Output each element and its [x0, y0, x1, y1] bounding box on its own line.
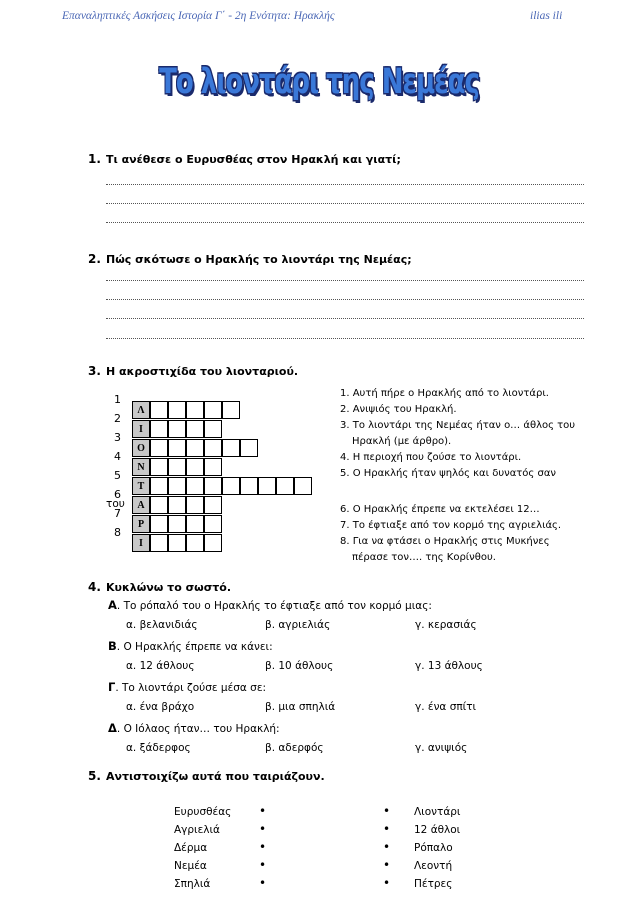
match-left-item: Δέρμα — [174, 842, 208, 854]
acrostic-cell[interactable] — [186, 458, 204, 476]
acrostic-cell[interactable] — [168, 534, 186, 552]
match-left-item: Νεμέα — [174, 860, 207, 872]
acrostic-cell[interactable] — [204, 420, 222, 438]
acrostic-cell[interactable] — [186, 420, 204, 438]
mc-option-a[interactable]: α. ένα βράχο — [126, 701, 195, 713]
acrostic-cell[interactable] — [204, 439, 222, 457]
acrostic-cell[interactable] — [168, 477, 186, 495]
q4-text: Κυκλώνω το σωστό. — [106, 581, 232, 594]
q4-number: 4. — [88, 580, 101, 594]
match-right-item: Πέτρες — [414, 878, 453, 890]
acrostic-row-number: 3 — [114, 431, 121, 444]
match-right-dot[interactable]: • — [383, 804, 391, 818]
match-left-item: Σπηλιά — [174, 878, 211, 890]
answer-line[interactable] — [106, 280, 584, 281]
acrostic-cell[interactable] — [204, 534, 222, 552]
acrostic-clue: Ηρακλή (με άρθρο). — [352, 436, 452, 447]
match-right-item: Ρόπαλο — [414, 842, 453, 854]
acrostic-key-letter: Ι — [132, 420, 150, 438]
acrostic-cell[interactable] — [186, 534, 204, 552]
acrostic-cell[interactable] — [222, 439, 240, 457]
acrostic-cell[interactable] — [186, 439, 204, 457]
mc-question — [108, 721, 280, 735]
acrostic-row-number: 5 — [114, 469, 121, 482]
acrostic-clue: 4. Η περιοχή που ζούσε το λιοντάρι. — [340, 452, 522, 463]
match-right-dot[interactable]: • — [383, 858, 391, 872]
answer-line[interactable] — [106, 318, 584, 319]
mc-option-c[interactable]: γ. ένα σπίτι — [415, 701, 477, 713]
match-left-dot[interactable]: • — [259, 876, 267, 890]
acrostic-key-letter: Ρ — [132, 515, 150, 533]
answer-line[interactable] — [106, 184, 584, 185]
acrostic-cell[interactable] — [240, 477, 258, 495]
acrostic-cell[interactable] — [150, 496, 168, 514]
mc-question-label: Δ — [108, 721, 117, 735]
acrostic-cell[interactable] — [222, 401, 240, 419]
q2-text: Πώς σκότωσε ο Ηρακλής το λιοντάρι της Νεμέας; — [106, 253, 412, 266]
acrostic-clue: 8. Για να φτάσει ο Ηρακλής στις Μυκήνες — [340, 536, 550, 547]
q5-number: 5. — [88, 769, 101, 783]
match-left-dot[interactable]: • — [259, 822, 267, 836]
page-title: Το λιοντάρι της Νεμέας — [159, 62, 479, 103]
match-left-dot[interactable]: • — [259, 804, 267, 818]
acrostic-cell[interactable] — [150, 534, 168, 552]
answer-line[interactable] — [106, 338, 584, 339]
acrostic-cell[interactable] — [168, 458, 186, 476]
q3-number: 3. — [88, 364, 101, 378]
mc-question-label: Α — [108, 598, 117, 612]
acrostic-cell[interactable] — [168, 496, 186, 514]
acrostic-cell[interactable] — [276, 477, 294, 495]
acrostic-clue: πέρασε τον…. της Κορίνθου. — [352, 552, 496, 563]
mc-option-c[interactable]: γ. ανιψιός — [415, 742, 468, 754]
mc-question — [108, 598, 432, 612]
acrostic-cell[interactable] — [204, 477, 222, 495]
mc-option-c[interactable]: γ. κερασιάς — [415, 619, 477, 631]
acrostic-cell[interactable] — [186, 515, 204, 533]
mc-question-text: . Ο Ηρακλής έπρεπε να κάνει: — [116, 641, 273, 653]
acrostic-key-letter: Ι — [132, 534, 150, 552]
acrostic-cell[interactable] — [204, 496, 222, 514]
acrostic-clue: 5. Ο Ηρακλής ήταν ψηλός και δυνατός σαν — [340, 468, 556, 479]
q1-text: Τι ανέθεσε ο Ευρυσθέας στον Ηρακλή και γιατί; — [106, 153, 401, 166]
match-right-dot[interactable]: • — [383, 876, 391, 890]
acrostic-cell[interactable] — [150, 420, 168, 438]
match-right-dot[interactable]: • — [383, 822, 391, 836]
acrostic-cell[interactable] — [186, 477, 204, 495]
q5-text: Αντιστοιχίζω αυτά που ταιριάζουν. — [106, 770, 325, 783]
acrostic-cell[interactable] — [204, 458, 222, 476]
acrostic-clue: 1. Αυτή πήρε ο Ηρακλής από το λιοντάρι. — [340, 388, 549, 399]
acrostic-clue: 7. Το έφτιαξε από τον κορμό της αγριελιάς. — [340, 520, 562, 531]
answer-line[interactable] — [106, 222, 584, 223]
mc-question-text: . Το ρόπαλό του ο Ηρακλής το έφτιαξε από τον κορμό μιας: — [116, 600, 432, 612]
acrostic-key-letter: Α — [132, 496, 150, 514]
acrostic-cell[interactable] — [168, 439, 186, 457]
mc-option-a[interactable]: α. ξάδερφος — [126, 742, 191, 754]
acrostic-cell[interactable] — [186, 496, 204, 514]
match-left-item: Ευρυσθέας — [174, 806, 232, 818]
acrostic-cell[interactable] — [258, 477, 276, 495]
match-left-dot[interactable]: • — [259, 858, 267, 872]
mc-question-text: . Ο Ιόλαος ήταν… του Ηρακλή: — [116, 723, 280, 735]
mc-option-b[interactable]: β. αγριελιάς — [265, 619, 331, 631]
mc-option-a[interactable]: α. βελανιδιάς — [126, 619, 198, 631]
acrostic-cell[interactable] — [222, 477, 240, 495]
acrostic-clue: 3. Το λιοντάρι της Νεμέας ήταν ο… άθλος του — [340, 420, 576, 431]
mc-question — [108, 639, 273, 653]
acrostic-clue: 6. Ο Ηρακλής έπρεπε να εκτελέσει 12… — [340, 504, 540, 515]
acrostic-row-number: 2 — [114, 412, 121, 425]
q3-text: Η ακροστιχίδα του λιονταριού. — [106, 365, 299, 378]
header-right: ilias ili — [530, 10, 563, 22]
acrostic-key-letter: Ο — [132, 439, 150, 457]
acrostic-key-letter: Ν — [132, 458, 150, 476]
mc-option-b[interactable]: β. 10 άθλους — [265, 660, 334, 672]
match-right-item: 12 άθλοι — [414, 824, 461, 836]
acrostic-row-number: 6 — [114, 488, 121, 501]
acrostic-cell[interactable] — [294, 477, 312, 495]
acrostic-row-number: 1 — [114, 393, 121, 406]
mc-option-c[interactable]: γ. 13 άθλους — [415, 660, 483, 672]
acrostic-cell[interactable] — [204, 515, 222, 533]
acrostic-cell[interactable] — [168, 515, 186, 533]
mc-question — [108, 680, 266, 694]
acrostic-cell[interactable] — [204, 401, 222, 419]
acrostic-cell[interactable] — [150, 458, 168, 476]
acrostic-key-letter: Τ — [132, 477, 150, 495]
mc-question-label: Β — [108, 639, 117, 653]
mc-question-label: Γ — [108, 680, 116, 694]
acrostic-cell[interactable] — [240, 439, 258, 457]
acrostic-cell[interactable] — [150, 515, 168, 533]
acrostic-row-number: 7 — [114, 507, 121, 520]
acrostic-clue: 2. Ανιψιός του Ηρακλή. — [340, 404, 457, 415]
acrostic-cell[interactable] — [186, 401, 204, 419]
acrostic-cell[interactable] — [150, 439, 168, 457]
mc-question-text: . Το λιοντάρι ζούσε μέσα σε: — [115, 682, 267, 694]
match-left-item: Αγριελιά — [174, 824, 220, 836]
acrostic-row-number: 8 — [114, 526, 121, 539]
acrostic-cell[interactable] — [168, 401, 186, 419]
mc-option-a[interactable]: α. 12 άθλους — [126, 660, 195, 672]
acrostic-cell[interactable] — [150, 401, 168, 419]
match-right-dot[interactable]: • — [383, 840, 391, 854]
stray-text: του — [106, 498, 125, 510]
answer-line[interactable] — [106, 299, 584, 300]
match-right-item: Λεοντή — [414, 860, 453, 872]
match-left-dot[interactable]: • — [259, 840, 267, 854]
acrostic-cell[interactable] — [168, 420, 186, 438]
match-right-item: Λιοντάρι — [414, 806, 461, 818]
acrostic-row-number: 4 — [114, 450, 121, 463]
answer-line[interactable] — [106, 203, 584, 204]
q1-number: 1. — [88, 152, 101, 166]
acrostic-key-letter: Λ — [132, 401, 150, 419]
mc-option-b[interactable]: β. αδερφός — [265, 742, 324, 754]
q2-number: 2. — [88, 252, 101, 266]
acrostic-cell[interactable] — [150, 477, 168, 495]
mc-option-b[interactable]: β. μια σπηλιά — [265, 701, 336, 713]
header-left: Επαναληπτικές Ασκήσεις Ιστορία Γ΄ - 2η Ενότητα: Ηρακλής — [62, 10, 335, 22]
